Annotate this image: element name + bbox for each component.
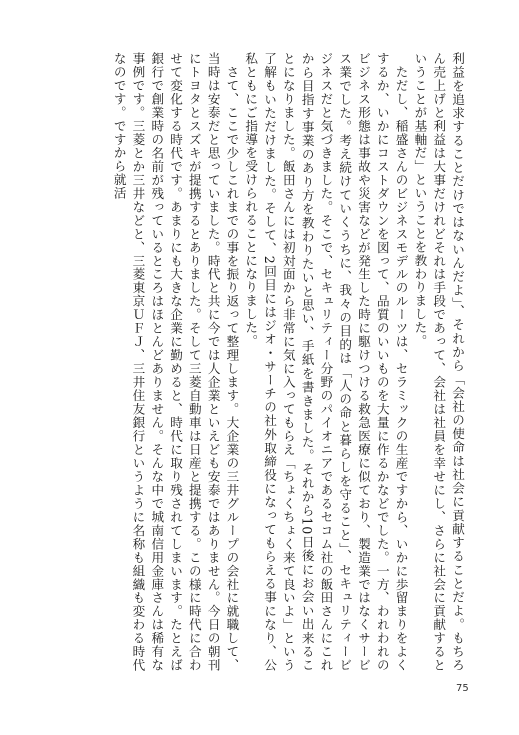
vertical-text-body bbox=[66, 52, 466, 672]
paragraph: さて、ここで少しこれまでの事を振り返って整理します。大企業の三井グループの会社に就職して、当時は安泰だと思っていました。時代と共に今では人企業といえども安泰ではありません。今日の朝刊にトヨタとスズキが提携するとありました。そして三菱自動車は日産と提携する。この様に時代に合わせて変化する時代です。あまりにも大きな企業に勤めると、時代に取り残されてしまいます。たとえば銀行で創業時の名前が残っているところはほとんどありません。そんな中で城南信用金庫さんは稀有な事例です。三菱とか三井などと、三菱東京ＵＦＪ、三井住友銀行というように名称も組織も変わる時代なのです。ですから就活 bbox=[111, 52, 240, 672]
page-number: 75 bbox=[456, 683, 469, 694]
paragraph: 利益を追求することだけではないんだよ」、それから「会社の使命は社会に貢献することだよ。もちろん売上げと利益は大事だけれどそれは手段であって、会社は社員を幸せにし、さらに社会に貢献するということが基軸だ」ということを教わりました。 bbox=[412, 52, 465, 672]
paragraph: ただし、稲盛さんのビジネスモデルのルーツは、セラミックの生産ですから、いかに歩留まりをよくするか、いかにコストダウンを図って、品質のいいものを大量に作るかなどでした。一方、われわれのビジネス形態は事故や災害などが発生した時に駆けつける救急医療に似ており、製造業ではなくサービス業でした。考え続けていくうちに、我々の目的は「人の命と暮らしを守ること」、セキュリティービジネスだと気づきました。そこで、セキュリティー分野のパイオニアであるセコム社の飯田さんにこれから目指す事業のあり方を教わりたいと思い、手紙を書きました。それから10日後にお会い出来ることになりました。飯田さんには初対面から非常に気に入ってもらえ「ちょくちょく来て良いよ」という了解もいただけました。そして、2回目にはジオ・サーチの社外取締役になってもらえる事になり、公私ともにご指導を受けられることになりました。 bbox=[243, 52, 409, 672]
